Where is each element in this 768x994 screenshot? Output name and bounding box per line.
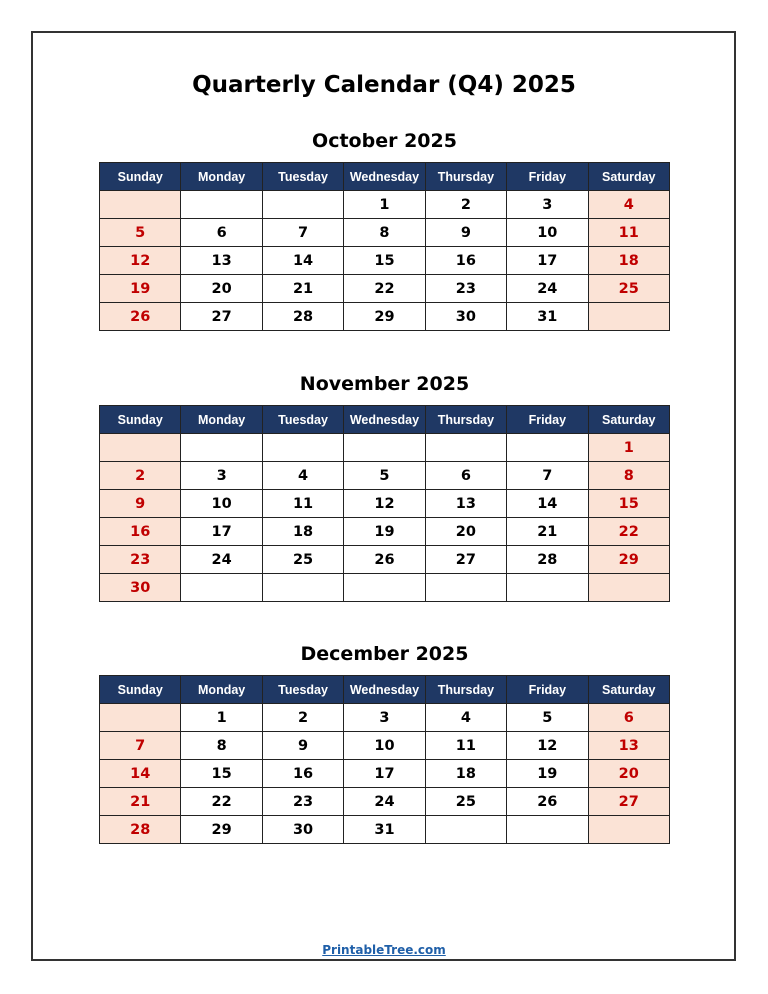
- weekday-header: Wednesday: [344, 163, 425, 191]
- day-cell: 15: [344, 247, 425, 275]
- day-cell: [425, 574, 506, 602]
- day-cell: 18: [425, 760, 506, 788]
- weekday-header: Monday: [181, 163, 262, 191]
- day-cell: 11: [262, 490, 343, 518]
- weekday-header: Sunday: [100, 163, 181, 191]
- day-cell: [425, 434, 506, 462]
- day-cell: 1: [181, 704, 262, 732]
- day-cell: [507, 816, 588, 844]
- week-row: [100, 462, 670, 490]
- weekday-header: Saturday: [588, 676, 669, 704]
- day-cell: 12: [100, 247, 181, 275]
- day-cell: 7: [100, 732, 181, 760]
- weekday-header: Sunday: [100, 406, 181, 434]
- month-october: [99, 128, 670, 331]
- day-cell: 26: [344, 546, 425, 574]
- day-cell: 30: [262, 816, 343, 844]
- day-cell: 26: [507, 788, 588, 816]
- day-cell: 3: [181, 462, 262, 490]
- day-cell: 13: [181, 247, 262, 275]
- day-cell: 31: [344, 816, 425, 844]
- day-cell: 29: [588, 546, 669, 574]
- day-cell: 29: [344, 303, 425, 331]
- day-cell: [588, 574, 669, 602]
- weekday-header: Tuesday: [262, 676, 343, 704]
- day-cell: 21: [100, 788, 181, 816]
- day-cell: 5: [507, 704, 588, 732]
- day-cell: 21: [262, 275, 343, 303]
- week-row: [100, 247, 670, 275]
- week-row: [100, 574, 670, 602]
- week-row: [100, 788, 670, 816]
- day-cell: 28: [262, 303, 343, 331]
- day-cell: 3: [507, 191, 588, 219]
- day-cell: 1: [344, 191, 425, 219]
- day-cell: 9: [262, 732, 343, 760]
- day-cell: 2: [425, 191, 506, 219]
- weekday-header: Monday: [181, 406, 262, 434]
- week-row: [100, 518, 670, 546]
- weekday-header: Saturday: [588, 406, 669, 434]
- day-cell: 26: [100, 303, 181, 331]
- day-cell: 18: [588, 247, 669, 275]
- weekday-header: Friday: [507, 676, 588, 704]
- day-cell: [262, 434, 343, 462]
- weekday-header: Wednesday: [344, 676, 425, 704]
- week-row: [100, 191, 670, 219]
- footer-link[interactable]: PrintableTree.com: [322, 943, 446, 957]
- month-december: [99, 641, 670, 844]
- day-cell: 5: [344, 462, 425, 490]
- day-cell: 12: [344, 490, 425, 518]
- day-cell: 22: [344, 275, 425, 303]
- calendar-table: [99, 405, 670, 602]
- weekday-header-row: [100, 406, 670, 434]
- weekday-header: Tuesday: [262, 163, 343, 191]
- week-row: [100, 704, 670, 732]
- day-cell: 25: [262, 546, 343, 574]
- weekday-header-row: [100, 163, 670, 191]
- day-cell: [181, 434, 262, 462]
- week-row: [100, 303, 670, 331]
- day-cell: 24: [181, 546, 262, 574]
- weekday-header: Tuesday: [262, 406, 343, 434]
- day-cell: 13: [425, 490, 506, 518]
- day-cell: 2: [100, 462, 181, 490]
- day-cell: 20: [425, 518, 506, 546]
- day-cell: 27: [588, 788, 669, 816]
- day-cell: 25: [425, 788, 506, 816]
- day-cell: 7: [262, 219, 343, 247]
- day-cell: 20: [181, 275, 262, 303]
- month-title: October 2025: [312, 130, 457, 152]
- day-cell: 10: [181, 490, 262, 518]
- day-cell: 8: [181, 732, 262, 760]
- day-cell: 10: [507, 219, 588, 247]
- week-row: [100, 219, 670, 247]
- day-cell: 6: [425, 462, 506, 490]
- weekday-header: Saturday: [588, 163, 669, 191]
- day-cell: 2: [262, 704, 343, 732]
- day-cell: 5: [100, 219, 181, 247]
- day-cell: 4: [425, 704, 506, 732]
- weekday-header: Monday: [181, 676, 262, 704]
- day-cell: 8: [344, 219, 425, 247]
- week-row: [100, 546, 670, 574]
- weekday-header: Thursday: [425, 163, 506, 191]
- weekday-header: Friday: [507, 163, 588, 191]
- day-cell: 9: [100, 490, 181, 518]
- month-november: [99, 371, 670, 602]
- day-cell: 16: [425, 247, 506, 275]
- day-cell: [262, 574, 343, 602]
- day-cell: 8: [588, 462, 669, 490]
- day-cell: [588, 816, 669, 844]
- day-cell: 19: [100, 275, 181, 303]
- day-cell: 21: [507, 518, 588, 546]
- day-cell: [344, 574, 425, 602]
- day-cell: 19: [507, 760, 588, 788]
- day-cell: [100, 191, 181, 219]
- day-cell: [425, 816, 506, 844]
- day-cell: 9: [425, 219, 506, 247]
- weekday-header: Thursday: [425, 406, 506, 434]
- day-cell: 30: [100, 574, 181, 602]
- day-cell: 15: [181, 760, 262, 788]
- week-row: [100, 275, 670, 303]
- day-cell: 24: [507, 275, 588, 303]
- day-cell: 17: [181, 518, 262, 546]
- day-cell: 24: [344, 788, 425, 816]
- day-cell: 22: [588, 518, 669, 546]
- day-cell: 25: [588, 275, 669, 303]
- day-cell: 6: [588, 704, 669, 732]
- day-cell: 23: [425, 275, 506, 303]
- day-cell: 14: [507, 490, 588, 518]
- day-cell: 27: [425, 546, 506, 574]
- week-row: [100, 760, 670, 788]
- day-cell: [262, 191, 343, 219]
- day-cell: 10: [344, 732, 425, 760]
- day-cell: 28: [100, 816, 181, 844]
- calendar-table: [99, 675, 670, 844]
- day-cell: 29: [181, 816, 262, 844]
- week-row: [100, 434, 670, 462]
- day-cell: 17: [507, 247, 588, 275]
- day-cell: [507, 574, 588, 602]
- day-cell: 17: [344, 760, 425, 788]
- page-title: Quarterly Calendar (Q4) 2025: [192, 72, 576, 98]
- day-cell: 28: [507, 546, 588, 574]
- weekday-header: Sunday: [100, 676, 181, 704]
- day-cell: [507, 434, 588, 462]
- day-cell: 11: [588, 219, 669, 247]
- day-cell: 22: [181, 788, 262, 816]
- day-cell: 4: [588, 191, 669, 219]
- weekday-header: Wednesday: [344, 406, 425, 434]
- day-cell: 6: [181, 219, 262, 247]
- month-title: November 2025: [299, 373, 470, 395]
- day-cell: 11: [425, 732, 506, 760]
- weekday-header: Friday: [507, 406, 588, 434]
- day-cell: 3: [344, 704, 425, 732]
- day-cell: 30: [425, 303, 506, 331]
- day-cell: 31: [507, 303, 588, 331]
- day-cell: 7: [507, 462, 588, 490]
- day-cell: 13: [588, 732, 669, 760]
- day-cell: 27: [181, 303, 262, 331]
- day-cell: 12: [507, 732, 588, 760]
- month-title: December 2025: [300, 643, 469, 665]
- day-cell: [181, 191, 262, 219]
- day-cell: [100, 434, 181, 462]
- day-cell: 18: [262, 518, 343, 546]
- week-row: [100, 490, 670, 518]
- day-cell: 16: [262, 760, 343, 788]
- day-cell: 1: [588, 434, 669, 462]
- day-cell: [181, 574, 262, 602]
- day-cell: 20: [588, 760, 669, 788]
- day-cell: 15: [588, 490, 669, 518]
- day-cell: [344, 434, 425, 462]
- week-row: [100, 816, 670, 844]
- weekday-header: Thursday: [425, 676, 506, 704]
- day-cell: 14: [100, 760, 181, 788]
- week-row: [100, 732, 670, 760]
- day-cell: [588, 303, 669, 331]
- day-cell: 4: [262, 462, 343, 490]
- calendar-table: [99, 162, 670, 331]
- day-cell: 14: [262, 247, 343, 275]
- day-cell: 16: [100, 518, 181, 546]
- day-cell: 19: [344, 518, 425, 546]
- day-cell: 23: [100, 546, 181, 574]
- day-cell: [100, 704, 181, 732]
- day-cell: 23: [262, 788, 343, 816]
- weekday-header-row: [100, 676, 670, 704]
